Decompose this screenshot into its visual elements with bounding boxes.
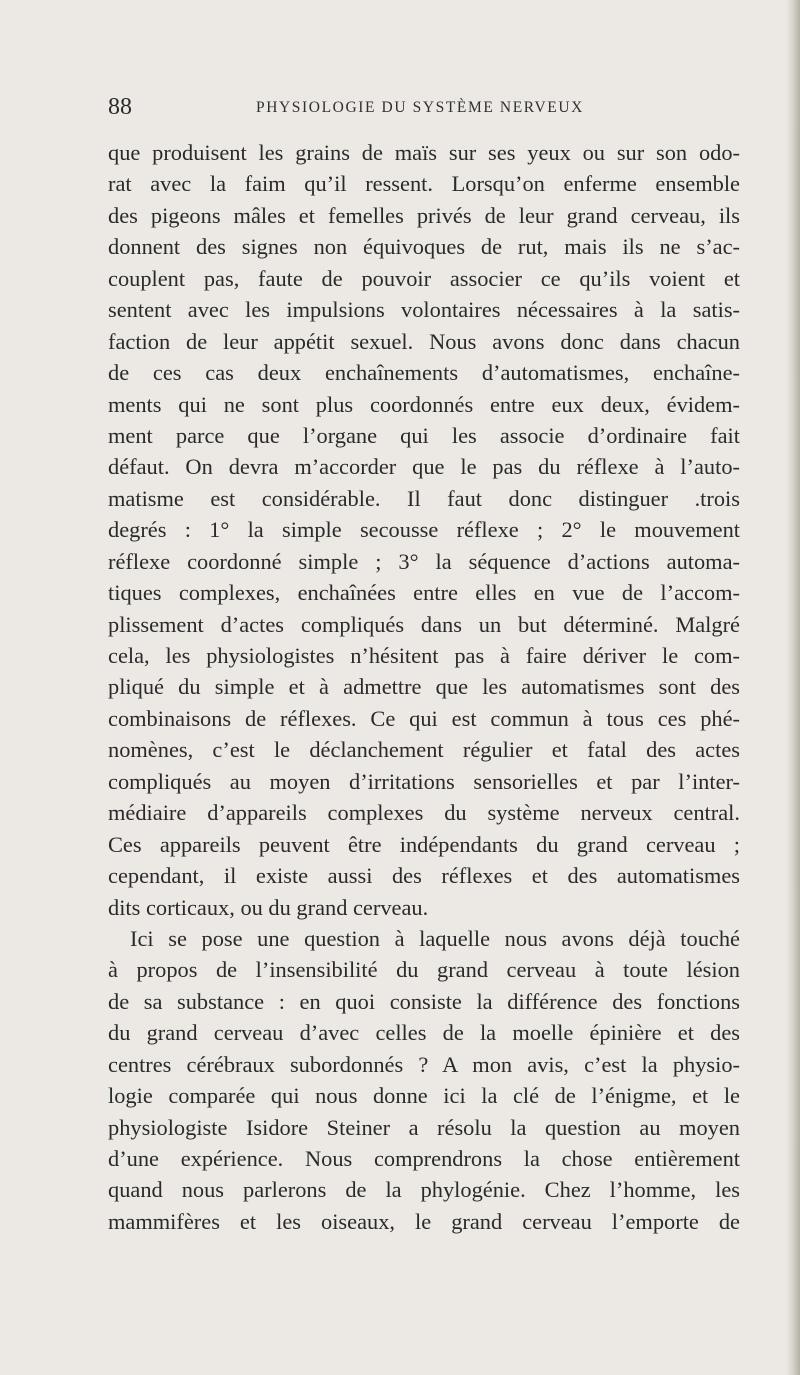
- text-line: rat avec la faim qu’il ressent. Lorsqu’on enferme ensemble: [108, 171, 740, 197]
- text-line: défaut. On devra m’accorder que le pas du réflexe à l’auto-: [108, 454, 740, 480]
- text-line: quand nous parlerons de la phylogénie. Chez l’homme, les: [108, 1177, 740, 1203]
- text-line: donnent des signes non équivoques de rut, mais ils ne s’ac-: [108, 234, 740, 260]
- text-line: ment parce que l’organe qui les associe d’ordinaire fait: [108, 422, 740, 448]
- text-line: à propos de l’insensibilité du grand cerveau à toute lésion: [108, 957, 740, 983]
- text-line: pliqué du simple et à admettre que les automatismes sont des: [108, 674, 740, 700]
- running-head: [108, 94, 740, 124]
- text-line: nomènes, c’est le déclanchement régulier et fatal des actes: [108, 737, 740, 763]
- text-line: cela, les physiologistes n’hésitent pas à faire dériver le com-: [108, 643, 740, 668]
- text-line: Ces appareils peuvent être indépendants du grand cerveau ;: [108, 831, 740, 857]
- text-line: d’une expérience. Nous comprendrons la chose entièrement: [108, 1146, 740, 1171]
- text-line: sentent avec les impulsions volontaires nécessaires à la satis-: [108, 297, 740, 323]
- text-line: des pigeons mâles et femelles privés de leur grand cerveau, ils: [108, 202, 740, 228]
- running-title: PHYSIOLOGIE DU SYSTÈME NERVEUX: [256, 99, 584, 116]
- text-line: du grand cerveau d’avec celles de la moelle épinière et des: [108, 1020, 740, 1046]
- text-line: faction de leur appétit sexuel. Nous avons donc dans chacun: [108, 328, 740, 354]
- text-line: degrés : 1° la simple secousse réflexe ; 2° le mouvement: [108, 517, 740, 543]
- text-line: centres cérébraux subordonnés ? A mon avis, c’est la physio-: [108, 1051, 740, 1077]
- text-line: mammifères et les oiseaux, le grand cerveau l’emporte de: [108, 1208, 740, 1234]
- text-line: plissement d’actes compliqués dans un but déterminé. Malgré: [108, 611, 740, 637]
- text-line: de ces cas deux enchaînements d’automatismes, enchaîne-: [108, 360, 740, 386]
- text-line: compliqués au moyen d’irritations sensorielles et par l’inter-: [108, 768, 740, 794]
- text-line: cependant, il existe aussi des réflexes et des automatismes: [108, 863, 740, 889]
- text-line: que produisent les grains de maïs sur ses yeux ou sur son odo-: [108, 140, 740, 165]
- text-line: ments qui ne sont plus coordonnés entre eux deux, évidem-: [108, 391, 740, 417]
- text-line: couplent pas, faute de pouvoir associer ce qu’ils voient et: [108, 265, 740, 291]
- body-text: [108, 137, 740, 1237]
- text-line: de sa substance : en quoi consiste la différence des fonctions: [108, 988, 740, 1014]
- page-number: 88: [108, 94, 132, 120]
- text-line: combinaisons de réflexes. Ce qui est commun à tous ces phé-: [108, 705, 740, 731]
- text-line: médiaire d’appareils complexes du système nerveux central.: [108, 800, 740, 826]
- page-edge-shadow: [786, 0, 800, 1375]
- text-line: réflexe coordonné simple ; 3° la séquence d’actions automa-: [108, 548, 740, 574]
- text-line: matisme est considérable. Il faut donc distinguer .trois: [108, 485, 740, 511]
- paragraph-first-line: Ici se pose une question à laquelle nous avons déjà touché: [130, 925, 740, 951]
- text-line: logie comparée qui nous donne ici la clé de l’énigme, et le: [108, 1083, 740, 1109]
- text-line: tiques complexes, enchaînées entre elles en vue de l’accom-: [108, 580, 740, 606]
- paragraph-end-line: dits corticaux, ou du grand cerveau.: [108, 894, 429, 920]
- text-line: physiologiste Isidore Steiner a résolu la question au moyen: [108, 1114, 740, 1140]
